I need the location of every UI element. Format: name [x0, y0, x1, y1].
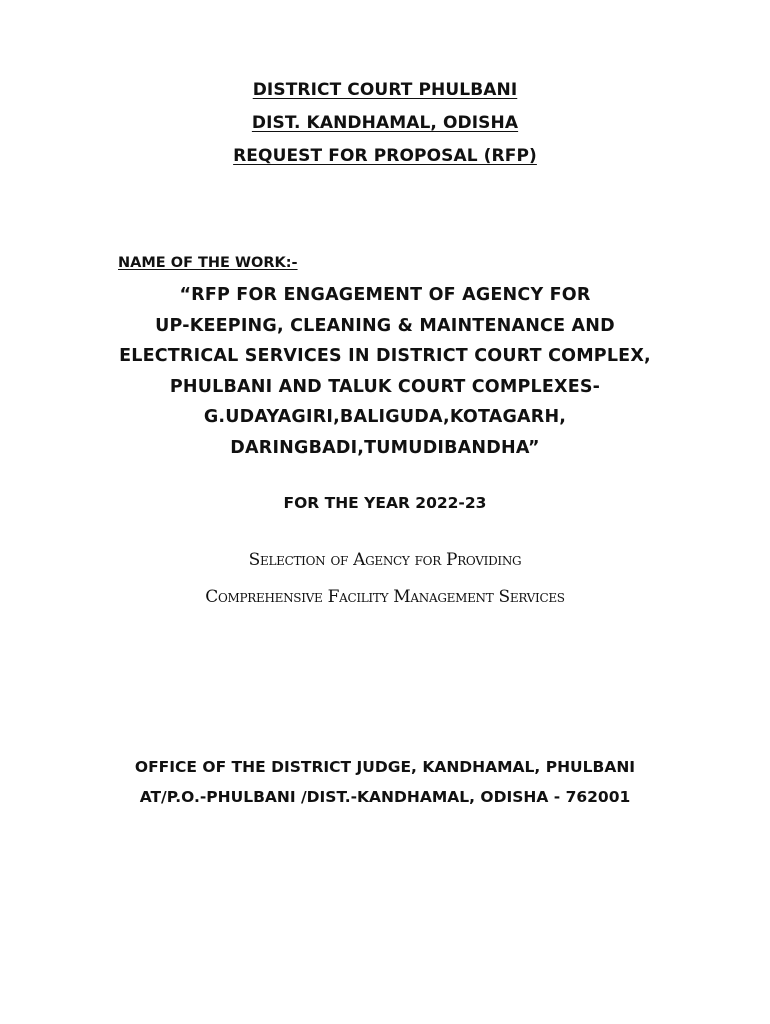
selection-line-2: Comprehensive Facility Management Services [205, 587, 565, 607]
office-address [0, 752, 770, 812]
work-title-line: PHULBANI AND TALUK COURT COMPLEXES- [169, 376, 601, 397]
document-type-title: REQUEST FOR PROPOSAL (RFP) [233, 146, 537, 166]
office-postal-address: AT/P.O.-PHULBANI /DIST.-KANDHAMAL, ODISHA - 762001 [139, 788, 631, 806]
work-title-line: “RFP FOR ENGAGEMENT OF AGENCY FOR [179, 285, 591, 305]
work-title-line: UP-KEEPING, CLEANING & MAINTENANCE AND [155, 315, 615, 336]
court-name: DISTRICT COURT PHULBANI [252, 80, 518, 100]
work-title-block [0, 280, 770, 463]
document-header [0, 74, 770, 173]
work-title-line: G.UDAYAGIRI,BALIGUDA,KOTAGARH, [203, 407, 567, 427]
selection-subtitle [0, 542, 770, 616]
office-name: OFFICE OF THE DISTRICT JUDGE, KANDHAMAL, PHULBANI [134, 758, 636, 776]
work-title-line: ELECTRICAL SERVICES IN DISTRICT COURT COMPLEX, [119, 346, 651, 366]
work-title-line: DARINGBADI,TUMUDIBANDHA” [230, 437, 540, 458]
work-name-label: NAME OF THE WORK:- [118, 255, 298, 271]
district-state: DIST. KANDHAMAL, ODISHA [251, 113, 519, 133]
financial-year: FOR THE YEAR 2022-23 [283, 494, 487, 512]
selection-line-1: Selection of Agency for Providing [248, 550, 522, 570]
